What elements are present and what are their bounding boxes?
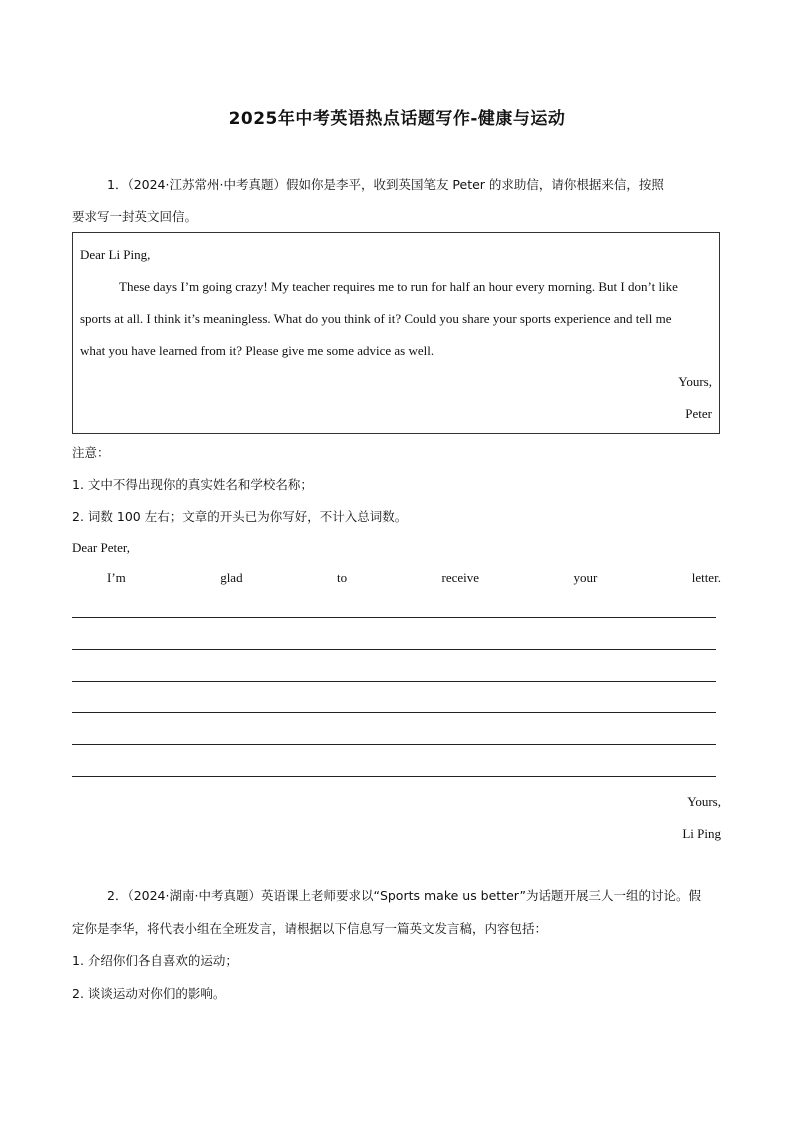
answer-line — [72, 744, 716, 745]
letter-signature: Peter — [685, 406, 712, 421]
answer-line — [72, 712, 716, 713]
note-item-1: 1. 文中不得出现你的真实姓名和学校名称； — [72, 477, 313, 492]
q1-intro-line2: 要求写一封英文回信。 — [72, 209, 198, 224]
q1-intro-line1: 1．（2024·江苏常州·中考真题）假如你是李平，收到英国笔友 Peter 的求助信，请你根据来信，按照 — [107, 177, 664, 192]
reply-signature: Li Ping — [682, 826, 721, 841]
reply-word: to — [336, 570, 348, 585]
answer-line — [72, 649, 716, 650]
answer-line — [72, 617, 716, 618]
answer-line — [72, 681, 716, 682]
letter-body-line3: what you have learned from it? Please give me some advice as well. — [80, 343, 435, 358]
note-item-2: 2. 词数 100 左右；文章的开头已为你写好，不计入总词数。 — [72, 509, 408, 524]
reply-word: your — [573, 570, 598, 585]
page-title: 2025年中考英语热点话题写作-健康与运动 — [228, 109, 566, 129]
letter-box — [72, 232, 720, 434]
reply-closing: Yours, — [687, 794, 721, 809]
q2-intro-line1: 2．（2024·湖南·中考真题）英语课上老师要求以“Sports make us better”为话题开展三人一组的讨论。假 — [107, 888, 701, 903]
letter-body-line2: sports at all. I think it’s meaningless. What do you think of it? Could you share your sports experience and tell me — [80, 311, 672, 326]
reply-word: letter. — [691, 570, 721, 585]
note-title: 注意： — [72, 445, 110, 460]
q2-intro-line2: 定你是李华，将代表小组在全班发言，请根据以下信息写一篇英文发言稿，内容包括： — [72, 921, 548, 936]
letter-salutation: Dear Li Ping, — [80, 247, 151, 262]
reply-word: glad — [220, 570, 243, 585]
reply-opening-sentence — [107, 570, 721, 586]
reply-salutation: Dear Peter, — [72, 540, 130, 555]
letter-body-line1: These days I’m going crazy! My teacher requires me to run for half an hour every morning. But I don’t like — [119, 279, 678, 294]
answer-line — [72, 776, 716, 777]
letter-closing: Yours, — [678, 374, 712, 389]
reply-word: I’m — [107, 570, 126, 585]
q2-point-2: 2. 谈谈运动对你们的影响。 — [72, 986, 226, 1001]
q2-point-1: 1. 介绍你们各自喜欢的运动； — [72, 953, 238, 968]
reply-word: receive — [441, 570, 480, 585]
